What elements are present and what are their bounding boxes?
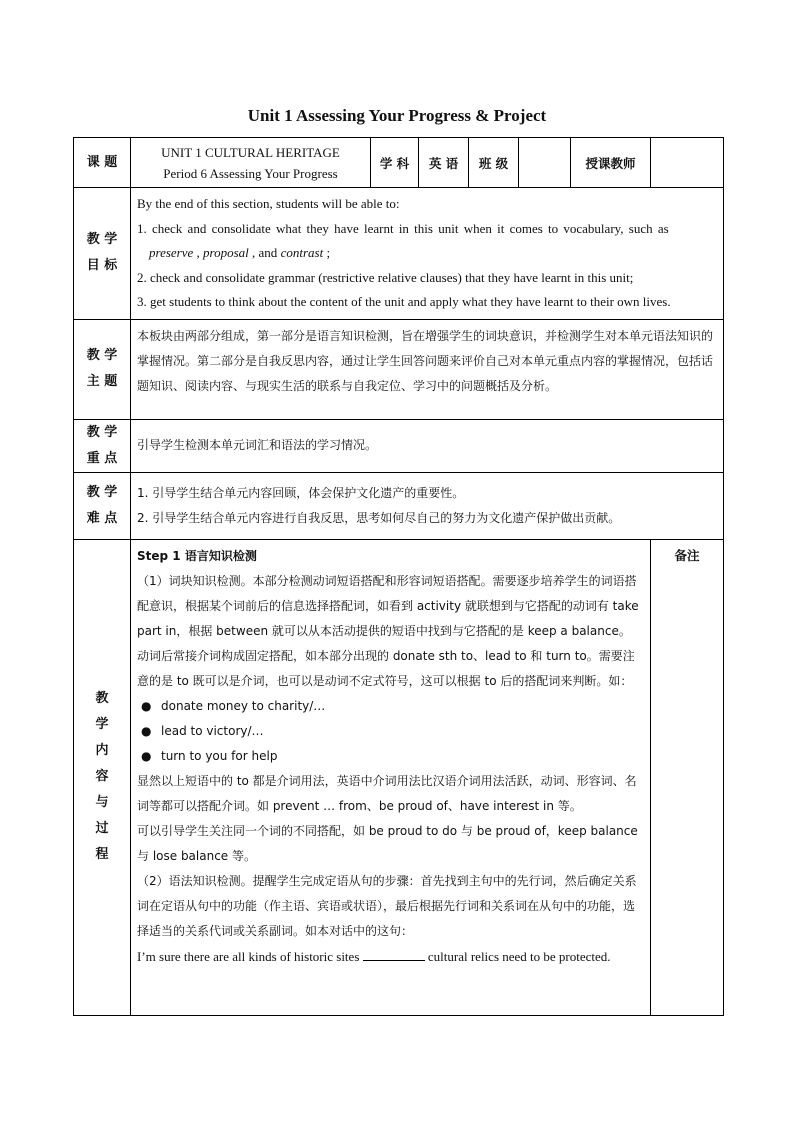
process-paragraph-3: 显然以上短语中的 to 都是介词用法，英语中介词用法比汉语介词用法活跃，动词、形容词、名词等都可以搭配介词。如 prevent … from、be proud of、have interest in 等。 <box>137 773 637 813</box>
teacher-value[interactable] <box>651 138 724 188</box>
subject-value: 英 语 <box>419 138 469 188</box>
step-1-title: Step 1 语言知识检测 <box>137 548 257 563</box>
process-label: 教 学 内 容 与 过 程 <box>74 539 131 1015</box>
topic-label: 课 题 <box>74 138 131 188</box>
difficulty-item-2: 2. 引导学生结合单元内容进行自我反思，思考如何尽自己的努力为文化遗产保护做出贡献。 <box>137 510 621 525</box>
theme-content: 本板块由两部分组成，第一部分是语言知识检测，旨在增强学生的词块意识，并检测学生对本单元语法知识的掌握情况。第二部分是自我反思内容，通过让学生回答问题来评价自己对本单元重点内容的掌握情况，包括话题知识、阅读内容、与现实生活的联系与自我定位、学习中的问题概括及分析。 <box>131 319 724 419</box>
answer-blank[interactable] <box>363 947 425 961</box>
period-title: Period 6 Assessing Your Progress <box>163 165 338 181</box>
unit-title: UNIT 1 CULTURAL HERITAGE <box>161 144 340 160</box>
objective-item-1-words: preserve , proposal , and contrast ; <box>149 245 331 260</box>
topic-cell <box>131 138 371 188</box>
teacher-label: 授课教师 <box>571 138 651 188</box>
header-row <box>74 138 724 188</box>
process-row <box>74 539 724 1015</box>
difficulties-content <box>131 472 724 539</box>
theme-label: 教 学 主 题 <box>74 319 131 419</box>
theme-row <box>74 319 724 419</box>
example-sentence: I’m sure there are all kinds of historic sites cultural relics need to be protected. <box>137 948 611 964</box>
difficulty-item-1: 1. 引导学生结合单元内容回顾，体会保护文化遗产的重要性。 <box>137 485 465 500</box>
objective-item-2: 2. check and consolidate grammar (restrictive relative clauses) that they have learnt in this unit; <box>137 269 634 285</box>
lesson-plan-table <box>73 137 724 1016</box>
objective-item-1: 1. check and consolidate what they have learnt in this unit when it comes to vocabulary, such as <box>137 220 669 236</box>
notes-column: 备注 <box>651 539 724 1015</box>
difficulties-row <box>74 472 724 539</box>
objective-item-3: 3. get students to think about the content of the unit and apply what they have learnt to their own lives. <box>137 294 671 309</box>
key-points-content: 引导学生检测本单元词汇和语法的学习情况。 <box>131 419 724 472</box>
bullet-item: ● turn to you for help <box>141 748 278 763</box>
process-paragraph-4: 可以引导学生关注同一个词的不同搭配，如 be proud to do 与 be proud of，keep balance 与 lose balance 等。 <box>137 823 638 863</box>
process-content <box>131 539 651 1015</box>
objectives-label: 教 学 目 标 <box>74 188 131 320</box>
bullet-item: ● lead to victory/… <box>141 723 264 738</box>
objectives-intro: By the end of this section, students will be able to: <box>137 196 400 211</box>
objectives-row <box>74 188 724 320</box>
subject-label: 学 科 <box>371 138 419 188</box>
class-value[interactable] <box>519 138 571 188</box>
key-points-row <box>74 419 724 472</box>
process-paragraph-1: （1）词块知识检测。本部分检测动词短语搭配和形容词短语搭配。需要逐步培养学生的词语搭配意识，根据某个词前后的信息选择搭配词，如看到 activity 就联想到与它搭配的动词有 take part in，根据 between 就可以从本活动提供的短语中找到与它搭配的是 keep a balance。 <box>137 573 639 638</box>
document-title: Unit 1 Assessing Your Progress & Project <box>247 106 547 125</box>
process-paragraph-5: （2）语法知识检测。提醒学生完成定语从句的步骤：首先找到主句中的先行词，然后确定关系词在定语从句中的功能（作主语、宾语或状语），最后根据先行词和关系词在从句中的功能，选择适当的关系代词或关系副词。如本对话中的这句： <box>137 873 637 938</box>
bullet-item: ● donate money to charity/… <box>141 698 326 713</box>
objectives-content <box>131 188 724 320</box>
process-paragraph-2: 动词后常接介词构成固定搭配，如本部分出现的 donate sth to、lead to 和 turn to。需要注意的是 to 既可以是介词，也可以是动词不定式符号，这可以根据 to 后的搭配词来判断。如： <box>137 648 635 688</box>
class-label: 班 级 <box>469 138 519 188</box>
key-points-label: 教 学 重 点 <box>74 419 131 472</box>
difficulties-label: 教 学 难 点 <box>74 472 131 539</box>
